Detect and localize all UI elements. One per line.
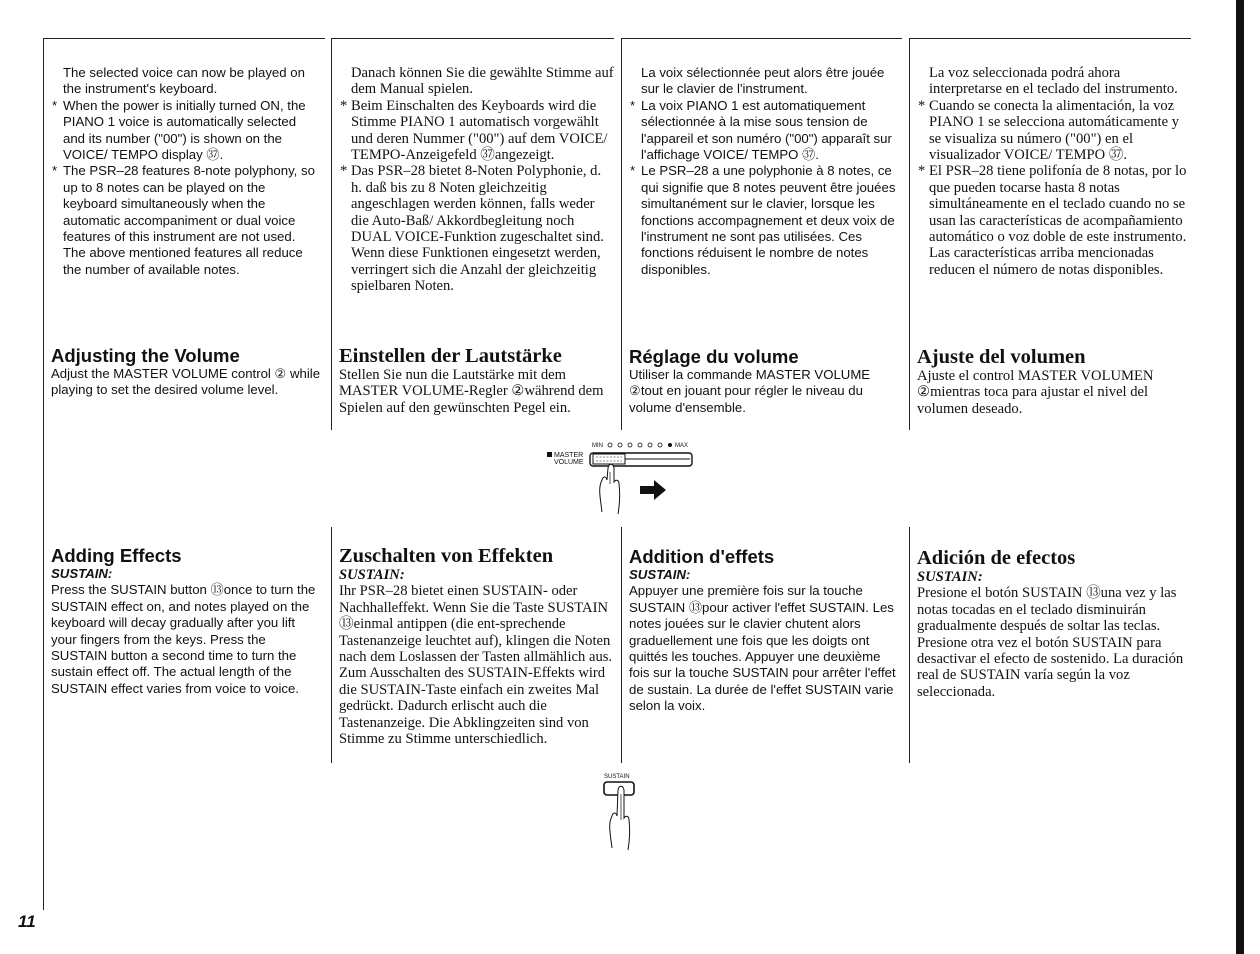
bullet-item: * Das PSR–28 bietet 8-Noten Polyphonie, d. h. daß bis zu 8 Noten gleichzeitig angeschlagen werden können, falls weder die Auto-Baß/ Akkordbegleitung noch DUAL VOICE-Funktion zugeschaltet sind. Wenn diese Funktionen eingesetzt werden, verringert sich die Anzahl der gleichzeitig spielbaren Noten. xyxy=(340,163,604,295)
column-fr-volume xyxy=(629,65,901,278)
top-rule-col2 xyxy=(331,38,614,39)
section-subheading: SUSTAIN: xyxy=(629,567,691,582)
section-heading: Einstellen der Lautstärke xyxy=(339,345,562,367)
column-fr-volume-heading xyxy=(629,346,901,416)
master-volume-illustration xyxy=(540,436,710,520)
section-heading: Adding Effects xyxy=(51,545,182,566)
column-en-effects xyxy=(51,545,321,697)
divider-3-top xyxy=(909,38,910,430)
section-heading: Adición de efectos xyxy=(917,547,1076,569)
bullet-item: * When the power is initially turned ON, the PIANO 1 voice is automatically selected and its number ("00") is shown on the VOICE/ TEMPO display ㊲. xyxy=(52,97,306,163)
section-body: Press the SUSTAIN button ⑬once to turn the SUSTAIN effect on, and notes played on the keyboard will decay gradually after you lift your fingers from the keys. Press the SUSTAIN button a second time to turn the sustain effect off. The actual length of the SUSTAIN effect varies from voice to voice. xyxy=(51,582,316,696)
column-de-volume-heading xyxy=(339,345,614,416)
section-subheading: SUSTAIN: xyxy=(339,567,405,583)
column-de-volume xyxy=(339,65,614,295)
column-de-effects xyxy=(339,545,614,747)
volume-scale-dots xyxy=(608,443,672,447)
left-margin-rule xyxy=(43,38,44,910)
section-body: Ajuste el control MASTER VOLUMEN ②mientras toca para ajustar el nivel del volumen deseado. xyxy=(917,368,1154,417)
sustain-label: SUSTAIN xyxy=(604,774,630,780)
volume-max-label: MAX xyxy=(675,443,689,449)
section-subheading: SUSTAIN: xyxy=(51,566,113,581)
section-body: Utiliser la commande MASTER VOLUME ②tout en jouant pour régler le niveau du volume d'ensemble. xyxy=(629,367,871,415)
top-rule-col4 xyxy=(909,38,1191,39)
sustain-button-illustration xyxy=(596,770,646,852)
divider-3-bottom xyxy=(909,527,910,763)
section-body: Adjust the MASTER VOLUME control ② while playing to set the desired volume level. xyxy=(51,366,321,398)
column-es-volume-heading xyxy=(917,346,1189,417)
divider-1-bottom xyxy=(331,527,332,763)
bullet-list xyxy=(629,98,901,278)
section-subheading: SUSTAIN: xyxy=(917,569,983,585)
volume-min-label: MIN xyxy=(592,443,603,449)
bullet-item: * The PSR–28 features 8-note polyphony, so up to 8 notes can be played on the keyboard simultaneously when the automatic accompaniment or dual voice features of this instrument are not used. The above mentioned features all reduce the number of available notes. xyxy=(52,163,315,277)
volume-label-volume: VOLUME xyxy=(554,459,584,466)
section-heading: Réglage du volume xyxy=(629,346,799,367)
column-es-volume xyxy=(917,65,1189,278)
volume-label-master: MASTER xyxy=(554,452,584,459)
divider-1-top xyxy=(331,38,332,430)
section-body: Stellen Sie nun die Lautstärke mit dem MASTER VOLUME-Regler ②während dem Spielen auf den gewünschten Pegel ein. xyxy=(339,367,604,416)
top-rule-col3 xyxy=(621,38,902,39)
column-fr-effects xyxy=(629,546,901,715)
column-es-effects xyxy=(917,547,1189,700)
volume-slider-knob xyxy=(593,454,625,464)
section-heading: Ajuste del volumen xyxy=(917,346,1086,368)
column-en-volume xyxy=(51,65,321,278)
intro-text: La voix sélectionnée peut alors être jouée sur le clavier de l'instrument. xyxy=(641,65,885,97)
divider-2-top xyxy=(621,38,622,430)
section-heading: Adjusting the Volume xyxy=(51,345,240,366)
finger-icon xyxy=(600,464,620,514)
section-heading: Zuschalten von Effekten xyxy=(339,545,554,567)
section-body: Presione el botón SUSTAIN ⑬una vez y las notas tocadas en el teclado disminuirán gradualmente después de soltar las teclas. Presione otra vez el botón SUSTAIN para desactivar el efecto de sostenido. La duración real de SUSTAIN varía según la voz seleccionada. xyxy=(917,585,1184,700)
divider-2-bottom xyxy=(621,527,622,763)
bullet-item: * El PSR–28 tiene polifonía de 8 notas, por lo que pueden tocarse hasta 8 notas simultáneamente en el teclado cuando no se usan las características de acompañamiento automático o voz doble de este instrumento. Las características arriba mencionadas reducen el número de notas disponibles. xyxy=(918,163,1187,278)
section-body: Ihr PSR–28 bietet einen SUSTAIN- oder Nachhalleffekt. Wenn Sie die Taste SUSTAIN ⑬einmal antippen (die ent-sprechende Tastenanzeige leuchtet auf), klingen die Noten nach dem Loslassen der Tasten allmählich aus. Zum Ausschalten des SUSTAIN-Effekts wird die SUSTAIN-Taste einfach ein zweites Mal gedrückt. Dadurch erlischt auch die Tastenanzeige. Die Abklingzeiten sind von Stimme zu Stimme unterschiedlich. xyxy=(339,583,613,748)
bullet-item: * Le PSR–28 a une polyphonie à 8 notes, ce qui signifie que 8 notes peuvent être jouées simultanément sur le clavier, lorsque les fonctions accompagnement et deux voix de l'instrument ne sont pas utilisées. Ces fonctions réduisent le nombre de notes disponibles. xyxy=(630,163,896,277)
bullet-list xyxy=(51,98,321,278)
bullet-list xyxy=(339,98,614,295)
top-rule-col1 xyxy=(43,38,325,39)
bullet-item: * La voix PIANO 1 est automatiquement sélectionnée à la mise sous tension de l'appareil et son numéro ("00") apparaît sur l'affichage VOICE/ TEMPO ㊲. xyxy=(630,97,892,163)
intro-text: Danach können Sie die gewählte Stimme auf dem Manual spielen. xyxy=(351,65,614,98)
arrow-right-icon xyxy=(640,480,666,500)
intro-text: The selected voice can now be played on the instrument's keyboard. xyxy=(63,65,305,97)
bullet-item: * Cuando se conecta la alimentación, la voz PIANO 1 se selecciona automáticamente y se visualiza su número ("00") en el visualizador VOICE/ TEMPO ㊲. xyxy=(918,97,1180,164)
volume-label-square xyxy=(547,452,552,457)
intro-text: La voz seleccionada podrá ahora interpretarse en el teclado del instrumento. xyxy=(929,65,1178,98)
page-edge-bar xyxy=(1236,0,1244,954)
section-heading: Addition d'effets xyxy=(629,546,775,567)
finger-icon xyxy=(610,786,630,850)
column-en-volume-heading xyxy=(51,345,321,399)
bullet-list xyxy=(917,98,1189,278)
bullet-item: * Beim Einschalten des Keyboards wird die Stimme PIANO 1 automatisch vorgewählt und deren Nummer ("00") auf dem VOICE/ TEMPO-Anzeigefeld ㊲angezeigt. xyxy=(340,97,608,164)
page-number: 11 xyxy=(18,912,36,931)
section-body: Appuyer une première fois sur la touche SUSTAIN ⑬pour activer l'effet SUSTAIN. Les notes jouées sur le clavier chutent alors graduellement une fois que les doigts ont quittés les touches. Appuyer une deuxième fois sur la touche SUSTAIN pour arrêter l'effet de sustain. La durée de l'effet SUSTAIN varie selon la voix. xyxy=(629,583,896,714)
